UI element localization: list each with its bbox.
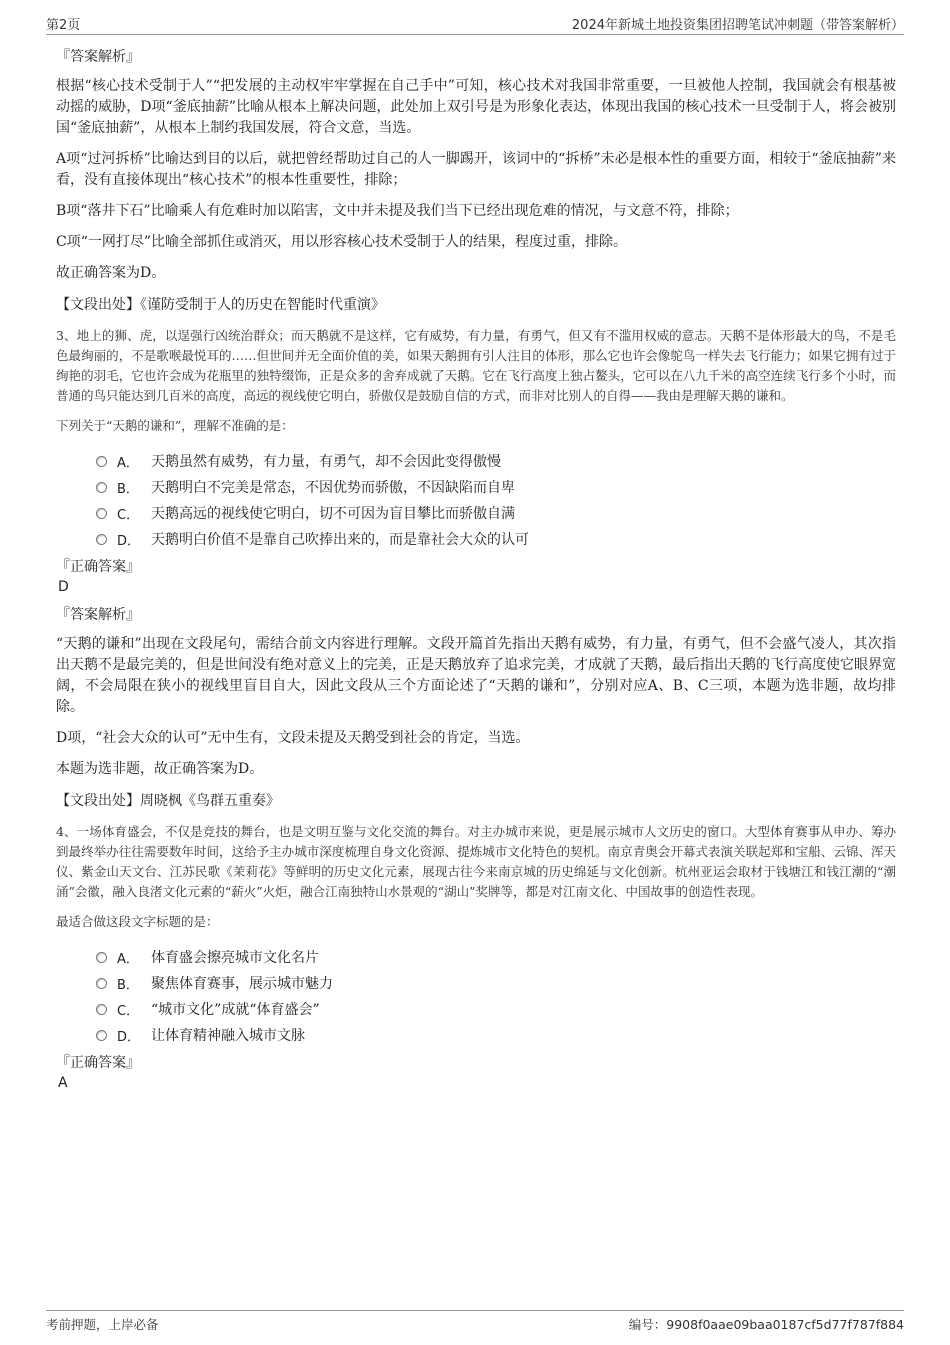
- source-citation: 【文段出处】周晓枫《鸟群五重奏》: [56, 793, 280, 809]
- page-header: [46, 14, 904, 35]
- option-letter: C．: [117, 507, 140, 523]
- analysis-paragraph: 根据“核心技术受制于人”“把发展的主动权牢牢掌握在自己手中”可知，核心技术对我国非常重要，一旦被他人控制，我国就会有根基被动摇的威胁，D项“釜底抽薪”比喻从根本上解决问题，此处加上双引号是为形象化表达，体现出我国的核心技术一旦受制于人，将会被别国“釜底抽薪”，从根本上制约我国发展，符合文意，当选。: [56, 78, 896, 136]
- correct-answer: A: [58, 1075, 68, 1091]
- option-a[interactable]: [96, 448, 896, 474]
- option-c[interactable]: [96, 500, 896, 526]
- analysis-paragraph: B项“落井下石”比喻乘人有危难时加以陷害，文中并未提及我们当下已经出现危难的情况，与文意不符，排除；: [56, 203, 739, 219]
- option-text: 让体育精神融入城市文脉: [151, 1028, 305, 1044]
- document-title: 2024年新城土地投资集团招聘笔试冲刺题（带答案解析）: [571, 18, 904, 33]
- page-number: 第2页: [46, 18, 81, 33]
- radio-button[interactable]: [96, 978, 107, 989]
- analysis-label: 『答案解析』: [56, 49, 140, 65]
- document-id: 编号：9908f0aae09baa0187cf5d77f787f884: [628, 1317, 904, 1332]
- option-text: “城市文化”成就“体育盛会”: [151, 1002, 320, 1018]
- option-text: 天鹅明白价值不是靠自己吹捧出来的，而是靠社会大众的认可: [151, 532, 529, 548]
- option-d[interactable]: [96, 1022, 896, 1048]
- option-letter: C．: [117, 1003, 140, 1019]
- radio-button[interactable]: [96, 534, 107, 545]
- option-text: 天鹅高远的视线使它明白，切不可因为盲目攀比而骄傲自满: [151, 506, 515, 522]
- radio-button[interactable]: [96, 952, 107, 963]
- option-list: [96, 944, 896, 1048]
- correct-answer: D: [58, 579, 69, 595]
- radio-button[interactable]: [96, 1004, 107, 1015]
- analysis-paragraph: D项，“社会大众的认可”无中生有，文段未提及天鹅受到社会的肯定，当选。: [56, 730, 530, 746]
- footer-slogan: 考前押题，上岸必备: [46, 1317, 159, 1332]
- question-stem: 3、地上的狮、虎，以逞强行凶统治群众；而天鹅就不是这样，它有威势，有力量，有勇气，但又有不滥用权威的意志。天鹅不是体形最大的鸟，不是毛色最绚丽的，不是歌喉最悦耳的……但世间并无全面价值的美，如果天鹅拥有引人注目的体形，那么它也许会像鸵鸟一样失去飞行能力；如果它拥有过于绚艳的羽毛，它也许会成为花瓶里的独特缀饰，正是众多的舍弃成就了天鹅。它在飞行高度上独占鳌头，它可以在八九千米的高空连续飞行多个小时，而普通的鸟只能达到几百米的高度，高远的视线使它明白，骄傲仅是鼓励自信的方式，而非对比别人的自得——我由是理解天鹅的谦和。: [56, 328, 896, 403]
- option-b[interactable]: [96, 970, 896, 996]
- option-letter: A．: [117, 455, 139, 471]
- radio-button[interactable]: [96, 482, 107, 493]
- option-letter: B．: [117, 481, 139, 497]
- option-text: 天鹅虽然有威势，有力量，有勇气，却不会因此变得傲慢: [151, 454, 501, 470]
- option-d[interactable]: [96, 526, 896, 552]
- analysis-paragraph: 本题为选非题，故正确答案为D。: [56, 761, 264, 777]
- question-4: [56, 822, 896, 1092]
- option-letter: D．: [117, 1029, 141, 1045]
- option-c[interactable]: [96, 996, 896, 1022]
- page-footer: [46, 1310, 904, 1332]
- analysis-paragraph: A项“过河拆桥”比喻达到目的以后，就把曾经帮助过自己的人一脚踢开，该词中的“拆桥”未必是根本性的重要方面，相较于“釜底抽薪”来看，没有直接体现出“核心技术”的根本性重要性，排除；: [56, 151, 896, 188]
- correct-answer-label: 『正确答案』: [56, 1055, 140, 1071]
- radio-button[interactable]: [96, 1030, 107, 1041]
- option-list: [96, 448, 896, 552]
- question-3: [56, 326, 896, 812]
- option-b[interactable]: [96, 474, 896, 500]
- analysis-paragraph: C项“一网打尽”比喻全部抓住或消灭，用以形容核心技术受制于人的结果，程度过重，排除。: [56, 234, 628, 250]
- analysis-label: 『答案解析』: [56, 607, 140, 623]
- option-a[interactable]: [96, 944, 896, 970]
- question-prompt: 下列关于“天鹅的谦和”，理解不准确的是：: [56, 418, 294, 433]
- option-text: 天鹅明白不完美是常态，不因优势而骄傲，不因缺陷而自卑: [151, 480, 515, 496]
- option-letter: B．: [117, 977, 139, 993]
- radio-button[interactable]: [96, 508, 107, 519]
- option-text: 聚焦体育赛事，展示城市魅力: [151, 976, 333, 992]
- question-stem: 4、一场体育盛会，不仅是竞技的舞台，也是文明互鉴与文化交流的舞台。对主办城市来说，更是展示城市人文历史的窗口。大型体育赛事从申办、筹办到最终举办往往需要数年时间，这给予主办城市深度梳理自身文化资源、提炼城市文化特色的契机。南京青奥会开幕式表演关联起郑和宝船、云锦、浑天仪、紫金山天文台、江苏民歌《茉莉花》等鲜明的历史文化元素，展现古往今来南京城的历史绵延与文化创新。杭州亚运会取材于钱塘江和钱江潮的“潮涌”会徽，融入良渚文化元素的“薪火”火炬，融合江南独特山水景观的“湖山”奖牌等，都是对江南文化、中国故事的创造性表现。: [56, 824, 896, 899]
- option-letter: A．: [117, 951, 139, 967]
- correct-answer-label: 『正确答案』: [56, 559, 140, 575]
- option-letter: D．: [117, 533, 141, 549]
- radio-button[interactable]: [96, 456, 107, 467]
- analysis-paragraph: 故正确答案为D。: [56, 265, 166, 281]
- option-text: 体育盛会擦亮城市文化名片: [151, 950, 319, 966]
- analysis-paragraph: “天鹅的谦和”出现在文段尾句，需结合前文内容进行理解。文段开篇首先指出天鹅有威势，有力量，有勇气，但不会盛气凌人，其次指出天鹅不是最完美的，但是世间没有绝对意义上的完美，正是天鹅放弃了追求完美，才成就了天鹅，最后指出天鹅的飞行高度使它眼界宽阔，不会局限在狭小的视线里盲目自大，因此文段从三个方面论述了“天鹅的谦和”，分别对应A、B、C三项，本题为选非题，故均排除。: [56, 636, 896, 715]
- source-citation: 【文段出处】《谨防受制于人的历史在智能时代重演》: [56, 297, 385, 313]
- question-prompt: 最适合做这段文字标题的是：: [56, 914, 219, 929]
- page-content: [56, 46, 896, 1100]
